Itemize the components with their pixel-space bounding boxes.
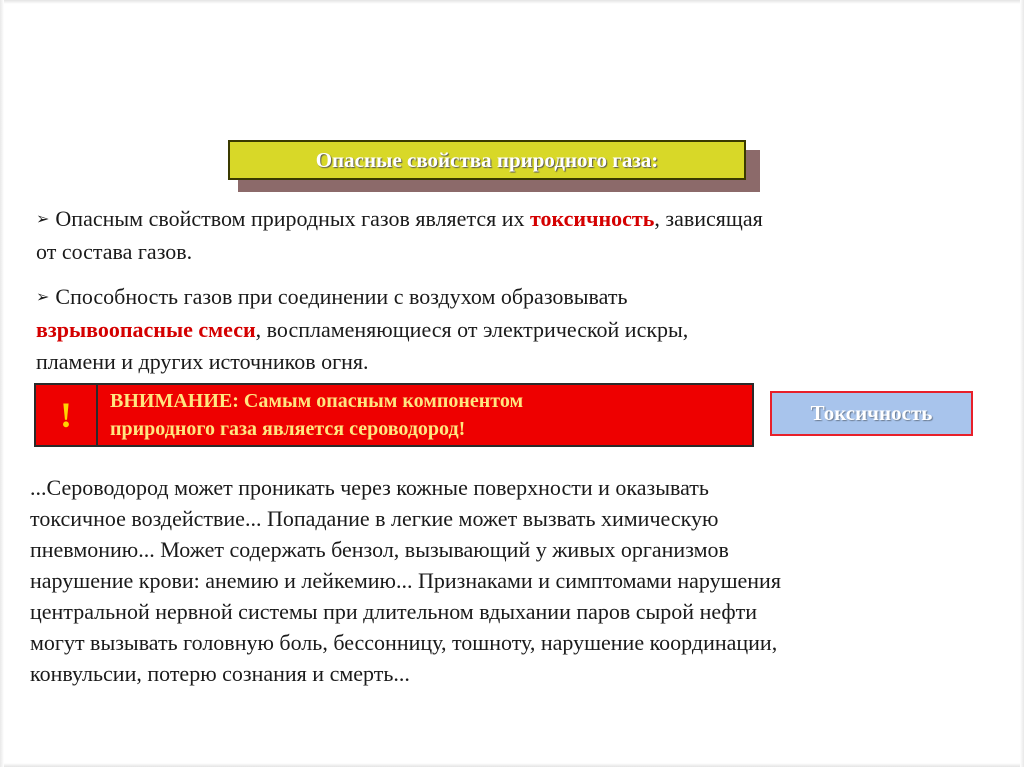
bullet-arrow-icon: ➢ (36, 289, 50, 306)
bullet-toxicity (36, 203, 996, 268)
bullet-explosive (36, 281, 996, 378)
highlight-explosive-mixtures: взрывоопасные смеси (36, 317, 256, 342)
bullet-text: , воспламеняющиеся от электрической искры, (255, 317, 689, 342)
body-line: нарушение крови: анемию и лейкемию... Признаками и симптомами нарушения (30, 568, 781, 593)
bullet-text: Опасным свойством природных газов является их (55, 206, 530, 231)
warning-box (34, 383, 754, 447)
slide-edge-top (0, 0, 1024, 4)
slide-edge-left (0, 0, 4, 767)
body-line: токсичное воздействие... Попадание в легкие может вызвать химическую (30, 506, 719, 531)
body-line: могут вызывать головную боль, бессонницу, тошноту, нарушение координации, (30, 630, 778, 655)
warning-line: природного газа является сероводород! (110, 418, 466, 440)
exclamation-icon: ! (36, 385, 98, 445)
slide-edge-right (1020, 0, 1024, 767)
bullet-arrow-icon: ➢ (36, 211, 50, 228)
slide-title: Опасные свойства природного газа: (315, 147, 659, 172)
bullet-text: от состава газов. (36, 239, 193, 264)
body-line: ...Сероводород может проникать через кожные поверхности и оказывать (30, 475, 709, 500)
warning-line: ВНИМАНИЕ: Самым опасным компонентом (110, 390, 524, 412)
highlight-toxicity: токсичность (530, 206, 655, 231)
warning-text (98, 385, 752, 445)
bullet-text: пламени и других источников огня. (36, 349, 369, 374)
title-box (228, 140, 746, 180)
body-line: центральной нервной системы при длительном вдыхании паров сырой нефти (30, 599, 758, 624)
body-line: пневмонию... Может содержать бензол, вызывающий у живых организмов (30, 537, 729, 562)
toxicity-badge: Токсичность (770, 391, 973, 436)
body-line: конвульсии, потерю сознания и смерть... (30, 661, 410, 686)
bullet-text: , зависящая (654, 206, 763, 231)
slide-edge-bottom (0, 763, 1024, 767)
body-paragraph (30, 472, 1010, 689)
bullet-text: Способность газов при соединении с воздухом образовывать (55, 284, 628, 309)
